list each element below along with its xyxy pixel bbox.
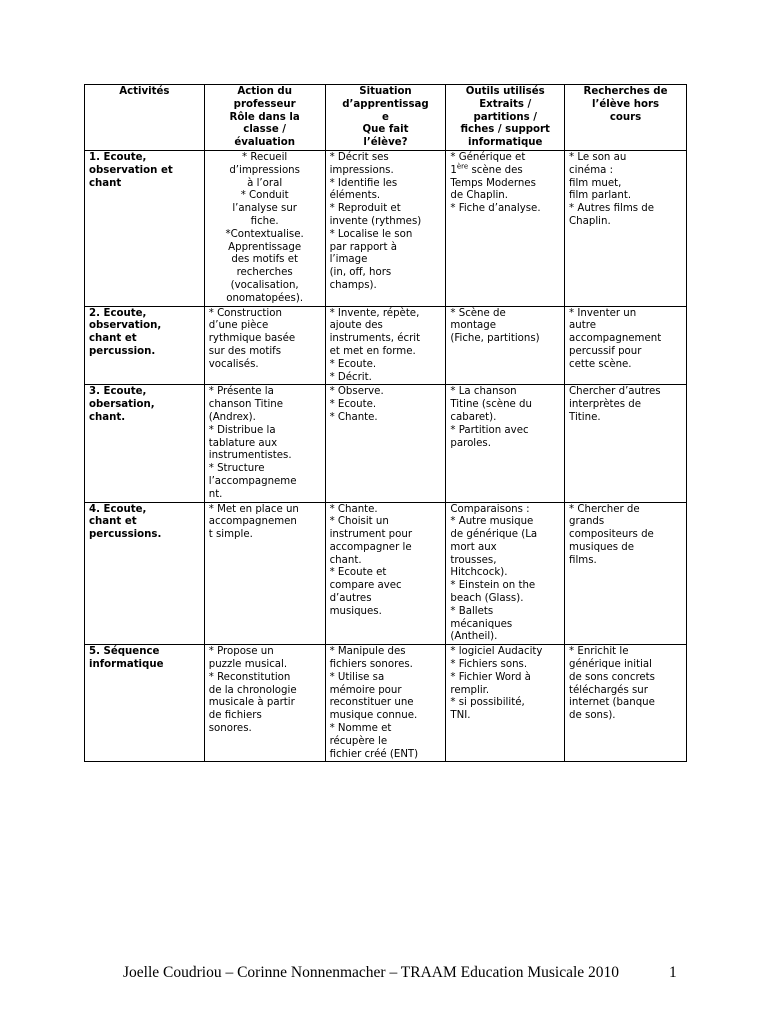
cell-line: percussif pour [569,345,642,357]
cell-line: * Utilise sa [329,671,385,683]
student-cell [325,502,446,645]
activity-cell [85,306,205,385]
cell-line: ajoute des [329,320,383,332]
cell-line: d’autres [329,593,372,605]
cell-line: cette scène. [569,358,632,370]
cell-line: mort aux [450,541,497,553]
cell-line: Comparaisons : [450,503,530,515]
cell-line: rythmique basée [208,333,296,345]
cell-line: accompagnement [569,333,662,345]
table-row [85,645,687,762]
cell-line: percussions. [89,529,162,541]
cell-line: cabaret). [450,411,497,423]
cell-line: * Le son au [569,151,627,163]
cell-line: 1ère scène des [450,162,523,176]
cell-line: * Chante. [329,411,378,423]
cell-line: générique initial [569,659,652,671]
cell-line: champs). [329,279,377,291]
cell-line: * Autre musique [450,516,534,528]
cell-line: *Contextualise. [225,228,304,240]
cell-line: film muet, [569,177,622,189]
cell-line: (Fiche, partitions) [450,333,540,345]
cell-line: * Décrit ses [329,151,389,163]
cell-line: * Enrichit le [569,646,629,658]
cell-line: accompagner le [329,541,412,553]
cell-line: l’élève hors [591,98,660,110]
activity-cell [85,150,205,306]
cell-line: l’analyse sur [232,203,297,215]
cell-line: * Observe. [329,386,384,398]
cell-line: * Présente la [208,386,274,398]
cell-line: * Construction [208,307,282,319]
cell-line: chanson Titine [208,399,284,411]
cell-line: mécaniques [450,618,513,630]
cell-line: Hitchcock). [450,567,508,579]
cell-line: * Manipule des [329,646,406,658]
cell-line: et met en forme. [329,345,416,357]
cell-line: * Choisit un [329,516,389,528]
cell-line: * Reproduit et [329,203,401,215]
cell-line: instrument pour [329,529,413,541]
cell-line: Que fait [362,124,409,136]
cell-line: (Antheil). [450,631,498,643]
cell-line: de fichiers [208,710,262,722]
cell-line: * si possibilité, [450,697,525,709]
cell-line: chant et [89,333,137,345]
cell-line: * Identifie les [329,177,398,189]
research-cell [565,645,687,762]
cell-line: 5. Séquence [89,646,160,658]
student-cell [325,645,446,762]
cell-line: * Ecoute et [329,567,387,579]
cell-line: * Localise le son [329,228,413,240]
cell-line: * Distribue la [208,424,276,436]
cell-line: reconstituer une [329,697,414,709]
cell-line: sonores. [208,723,252,735]
header-outils-utilises [446,85,565,151]
cell-line: sur des motifs [208,345,282,357]
cell-line: musicale à partir [208,697,295,709]
cell-line: film parlant. [569,190,632,202]
cell-line: * Ecoute. [329,399,377,411]
cell-line: partitions / [473,111,537,123]
cell-line: * Reconstitution [208,671,291,683]
cell-line: évaluation [234,137,295,149]
cell-line: (Andrex). [208,411,256,423]
cell-line: trousses, [450,554,497,566]
cell-line: nt. [208,488,223,500]
cell-line: 3. Ecoute, [89,386,147,398]
cell-line: par rapport à [329,241,397,253]
tools-cell [446,150,565,306]
cell-line: films. [569,554,597,566]
cell-line: * Fiche d’analyse. [450,203,541,215]
cell-line: Temps Modernes [450,177,536,189]
cell-line: fiches / support [460,124,550,136]
cell-line: professeur [233,98,296,110]
cell-line: * Générique et [450,151,526,163]
cell-line: * Conduit [240,190,289,202]
cell-line: cinéma : [569,164,614,176]
cell-line: * Fichier Word à [450,671,531,683]
cell-line: grands [569,516,605,528]
cell-line: compare avec [329,580,402,592]
cell-line: TNI. [450,710,471,722]
cell-line: téléchargés sur [569,684,648,696]
cell-line: Chercher d’autres [569,386,661,398]
cell-line: t simple. [208,529,253,541]
cell-line: l’élève? [363,137,408,149]
cell-line: Chaplin. [569,215,611,227]
cell-line: Recherches de [583,86,668,97]
cell-line: internet (banque [569,697,655,709]
cell-line: fiche. [250,215,279,227]
cell-line: fichiers sonores. [329,659,413,671]
cell-line: d’impressions [229,164,300,176]
cell-line: 4. Ecoute, [89,503,147,515]
cell-line: informatique [89,659,164,671]
cell-line: 2. Ecoute, [89,307,147,319]
teacher-cell [204,306,325,385]
cell-line: recherches [236,267,293,279]
cell-line: * Nomme et [329,723,392,735]
cell-line: de générique (La [450,529,538,541]
cell-line: Activités [119,86,170,97]
cell-line: Titine. [569,411,601,423]
cell-line: observation et [89,164,173,176]
cell-line: * Ballets [450,605,494,617]
student-cell [325,385,446,502]
cell-line: compositeurs de [569,529,654,541]
cell-line: * Invente, répète, [329,307,420,319]
cell-line: récupère le [329,735,388,747]
cell-line: * Fichiers sons. [450,659,528,671]
cell-line: * Autres films de [569,203,655,215]
cell-line: * Chercher de [569,503,640,515]
cell-line: * logiciel Audacity [450,646,543,658]
activity-cell [85,385,205,502]
cell-line: * Ecoute. [329,358,377,370]
cell-line: invente (rythmes) [329,215,422,227]
research-cell [565,502,687,645]
cell-line: instruments, écrit [329,333,421,345]
cell-line: Outils utilisés [465,86,545,97]
tools-cell [446,385,565,502]
cell-line: (in, off, hors [329,267,392,279]
cell-line: obersation, [89,399,155,411]
cell-line: impressions. [329,164,394,176]
cell-line: de sons concrets [569,671,655,683]
cell-line: (vocalisation, [230,279,299,291]
header-action-professeur [204,85,325,151]
teacher-cell [204,502,325,645]
page-footer: Joelle Coudriou – Corinne Nonnenmacher – TRAAM Education Musicale 2010 [123,964,620,981]
cell-line: à l’oral [247,177,283,189]
cell-line: informatique [467,137,543,149]
cell-line: montage [450,320,496,332]
cell-line: chant et [89,516,137,528]
cell-line: * Recueil [242,151,288,163]
table-row [85,385,687,502]
table-row [85,502,687,645]
cell-line: vocalisés. [208,358,259,370]
tools-cell [446,645,565,762]
cell-line: des motifs et [231,254,298,266]
cell-line: musiques de [569,541,635,553]
teacher-cell [204,385,325,502]
cell-line: cours [609,111,642,123]
cell-line: * Chante. [329,503,378,515]
header-situation-apprentissage [325,85,446,151]
teacher-cell [204,645,325,762]
cell-line: * Structure [208,463,265,475]
cell-line: * Met en place un [208,503,299,515]
cell-line: mémoire pour [329,684,402,696]
cell-line: percussion. [89,345,156,357]
activity-cell [85,502,205,645]
cell-line: musique connue. [329,710,418,722]
cell-line: * Propose un [208,646,274,658]
cell-line: chant. [329,554,362,566]
cell-line: Apprentissage [228,241,302,253]
research-cell [565,306,687,385]
cell-line: Situation [359,86,412,97]
cell-line: chant. [89,411,126,423]
cell-line: * Inventer un [569,307,637,319]
cell-line: de sons). [569,710,616,722]
cell-line: Extraits / [479,98,532,110]
cell-line: l’image [329,254,368,266]
cell-line: * Partition avec [450,424,529,436]
activity-cell [85,645,205,762]
cell-line: accompagnemen [208,516,297,528]
cell-line: éléments. [329,190,381,202]
teacher-cell [204,150,325,306]
cell-line: remplir. [450,684,490,696]
research-cell [565,150,687,306]
cell-line: d’une pièce [208,320,269,332]
header-recherches-eleve [565,85,687,151]
cell-line: beach (Glass). [450,593,524,605]
cell-line: Action du [237,86,292,97]
cell-line: * Einstein on the [450,580,536,592]
cell-line: e [382,111,389,123]
cell-line: autre [569,320,596,332]
cell-line: puzzle musical. [208,659,288,671]
cell-line: Rôle dans la [229,111,300,123]
cell-line: l’accompagneme [208,475,297,487]
cell-line: chant [89,177,122,189]
cell-line: instrumentistes. [208,450,292,462]
activities-table [84,84,687,762]
cell-line: tablature aux [208,437,278,449]
cell-line: * La chanson [450,386,517,398]
table-header-row [85,85,687,151]
cell-line: Titine (scène du [450,399,532,411]
cell-line: classe / [243,124,286,136]
cell-line: 1. Ecoute, [89,151,147,163]
cell-line: observation, [89,320,162,332]
student-cell [325,150,446,306]
student-cell [325,306,446,385]
cell-line: paroles. [450,437,491,449]
page-number: 1 [669,964,677,981]
cell-line: fichier créé (ENT) [329,748,419,760]
cell-line: * Décrit. [329,371,372,383]
cell-line: * Scène de [450,307,506,319]
table-row [85,150,687,306]
cell-line: musiques. [329,605,382,617]
cell-line: de Chaplin. [450,190,508,202]
table-row [85,306,687,385]
cell-line: d’apprentissag [342,98,429,110]
cell-line: de la chronologie [208,684,297,696]
cell-line: onomatopées). [226,292,304,304]
cell-line: interprètes de [569,399,642,411]
research-cell [565,385,687,502]
tools-cell [446,502,565,645]
header-activites [85,85,205,151]
tools-cell [446,306,565,385]
